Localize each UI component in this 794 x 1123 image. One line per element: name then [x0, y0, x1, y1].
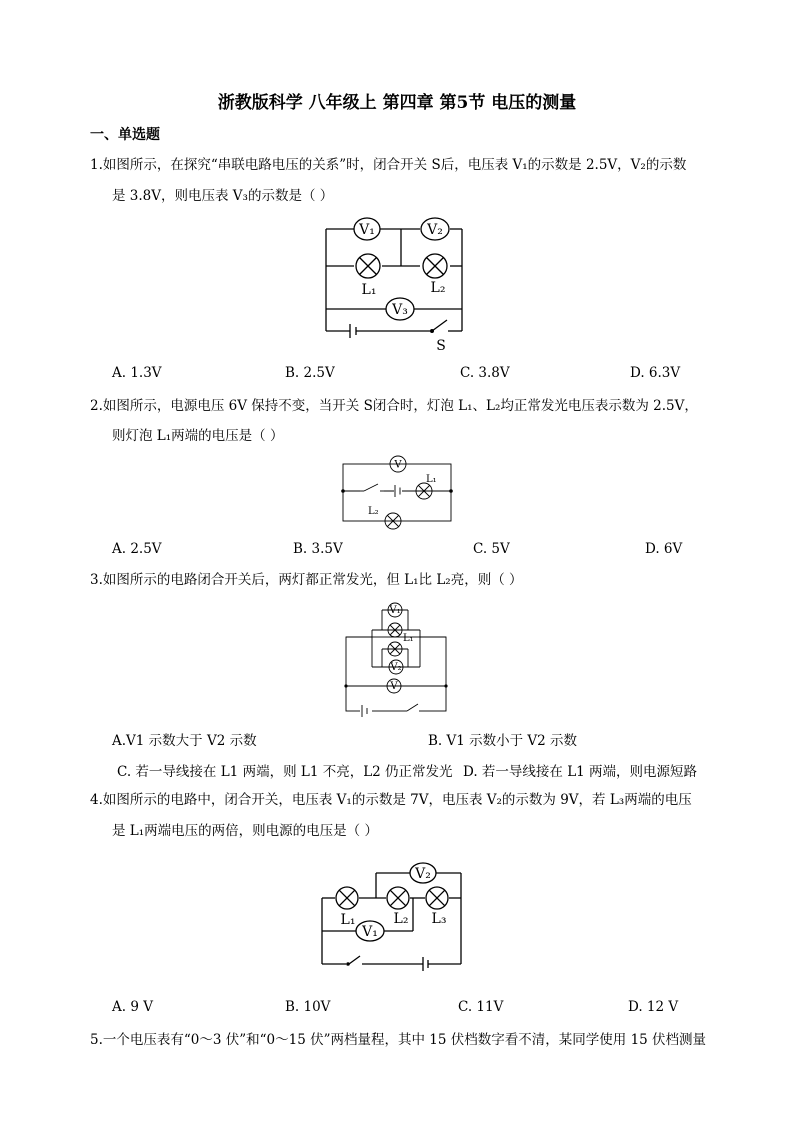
v-label: V [390, 681, 398, 692]
q2-text-line1: 2.如图所示，电源电压 6V 保持不变，当开关 S闭合时，灯泡 L₁、L₂均正常发光电压表示数为 2.5V， [90, 398, 698, 414]
q4-option-c[interactable]: C. 11V [458, 999, 504, 1015]
q4-option-a[interactable]: A. 9 V [112, 999, 153, 1015]
q1-option-a[interactable]: A. 1.3V [112, 365, 162, 381]
q1-option-d[interactable]: D. 6.3V [630, 365, 681, 381]
q2-option-a[interactable]: A. 2.5V [112, 541, 162, 557]
l2-label: L₂ [430, 280, 446, 296]
l1-label: L₁ [403, 633, 414, 644]
q3-option-b[interactable]: B. V1 示数小于 V2 示数 [428, 733, 578, 749]
v2-label: V₂ [390, 662, 402, 673]
l1-label: L₁ [361, 282, 377, 298]
v1-label: V₁ [362, 924, 378, 940]
page-title: 浙教版科学 八年级上 第四章 第5节 电压的测量 [217, 93, 577, 113]
q2-option-c[interactable]: C. 5V [473, 541, 510, 557]
v1-label: V₁ [389, 605, 401, 616]
q2-option-d[interactable]: D. 6V [645, 541, 683, 557]
q1-option-b[interactable]: B. 2.5V [285, 365, 335, 381]
q1-text-line2: 是 3.8V，则电压表 V₃的示数是（ ） [112, 188, 334, 204]
v1-label: V₁ [359, 222, 375, 238]
q1-text-line1: 1.如图所示，在探究“串联电路电压的关系”时，闭合开关 S后，电压表 V₁的示数是 2.5V，V₂的示数 [90, 157, 687, 173]
l1-label: L₁ [340, 912, 356, 928]
v3-label: V₃ [392, 302, 408, 318]
l1-label: L₁ [426, 474, 437, 485]
q5-text-line1: 5.一个电压表有“0～3 伏”和“0～15 伏”两档量程，其中 15 伏档数字看不清，某同学使用 15 伏档测量 [90, 1032, 707, 1048]
v2-label: V₂ [427, 222, 443, 238]
l2-label: L₂ [393, 911, 409, 927]
l2-label: L₂ [368, 506, 379, 517]
q3-option-a[interactable]: A.V1 示数大于 V2 示数 [112, 733, 257, 749]
q1-option-c[interactable]: C. 3.8V [460, 365, 510, 381]
q4-option-d[interactable]: D. 12 V [628, 999, 679, 1015]
q3-option-d[interactable]: D. 若一导线接在 L1 两端，则电源短路 [463, 764, 698, 780]
q2-option-b[interactable]: B. 3.5V [293, 541, 343, 557]
v-label: V [394, 459, 402, 471]
q2-text-line2: 则灯泡 L₁两端的电压是（ ） [112, 428, 284, 444]
q4-option-b[interactable]: B. 10V [285, 999, 331, 1015]
section-heading: 一、单选题 [90, 127, 160, 143]
q4-text-line2: 是 L₁两端电压的两倍，则电源的电压是（ ） [112, 823, 378, 839]
q3-option-c[interactable]: C. 若一导线接在 L1 两端，则 L1 不亮，L2 仍正常发光 [117, 764, 453, 780]
v2-label: V₂ [415, 866, 431, 882]
l3-label: L₃ [431, 911, 447, 927]
switch-s-label: S [436, 338, 446, 354]
q3-text-line1: 3.如图所示的电路闭合开关后，两灯都正常发光，但 L₁比 L₂亮，则（ ） [90, 572, 523, 588]
q4-text-line1: 4.如图所示的电路中，闭合开关，电压表 V₁的示数是 7V，电压表 V₂的示数为 9V，若 L₃两端的电压 [90, 792, 692, 808]
